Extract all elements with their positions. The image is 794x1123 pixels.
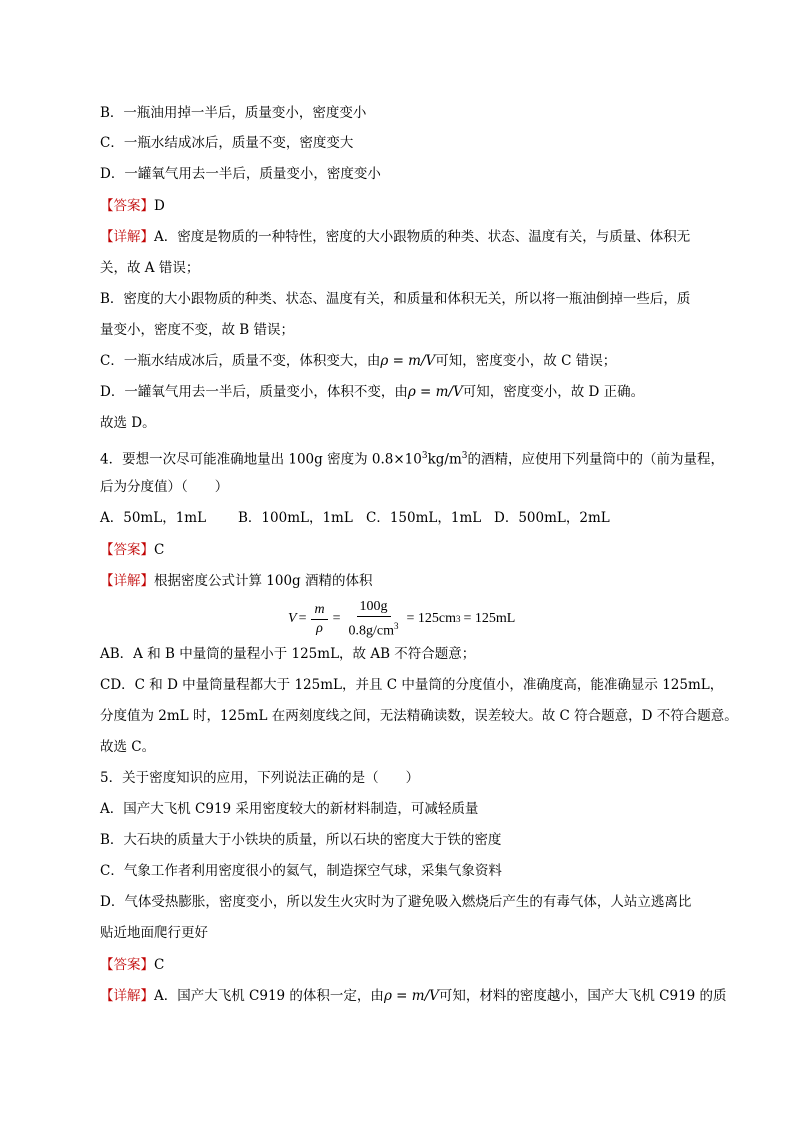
line-text: 故选 C。: [100, 739, 156, 755]
density-formula: ρ = m/V: [383, 988, 439, 1004]
line-text: C．一瓶水结成冰后，质量不变，密度变大: [100, 135, 354, 151]
question-4: [100, 446, 724, 470]
formula-equals: =: [332, 611, 341, 626]
line-text: A．国产大飞机 C919 的体积一定，由: [154, 988, 384, 1004]
answer-value: C: [154, 542, 165, 558]
line-text: 4．要想一次尽可能准确地量出 100g 密度为 0.8×10: [100, 451, 422, 468]
denominator-text: 0.8g/cm: [348, 623, 394, 639]
line-text: kg/m: [427, 451, 462, 468]
explanation-line: [100, 289, 690, 309]
line-text: A．国产大飞机 C919 采用密度较大的新材料制造，可减轻质量: [100, 801, 479, 817]
superscript: 3: [394, 620, 399, 631]
line-text: 量变小，密度不变，故 B 错误；: [100, 322, 295, 338]
line-text: 5．关于密度知识的应用，下列说法正确的是（ ）: [100, 770, 420, 786]
option-b: [100, 103, 366, 123]
line-text: 分度值为 2mL 时，125mL 在两刻度线之间，无法精确读数，误差较大。故 C 符合题意，D 不符合题意。: [100, 708, 738, 724]
line-text: C．一瓶水结成冰后，质量不变，体积变大，由: [100, 353, 381, 369]
option-b: [238, 508, 353, 528]
fraction-denominator: [346, 617, 402, 641]
formula-result: = 125mL: [463, 611, 516, 626]
conclusion-line: [100, 413, 156, 433]
explanation-line: [100, 258, 199, 278]
option-d-cont: [100, 923, 208, 943]
explanation-line: [100, 675, 723, 695]
explanation-line: [100, 382, 644, 402]
option-c: [100, 861, 502, 881]
line-text: 可知，密度变小，故 D 正确。: [462, 384, 645, 400]
explanation-tag: 【详解】: [100, 988, 154, 1004]
option-c: [366, 508, 481, 528]
line-text: B．密度的大小跟物质的种类、状态、温度有关，和质量和体积无关，所以将一瓶油倒掉一些后，质: [100, 291, 691, 307]
answer-value: C: [154, 957, 165, 973]
fraction-numerator: 100g: [357, 598, 391, 617]
line-text: 的酒精，应使用下列量筒中的（前为量程，: [467, 451, 724, 468]
line-text: B．一瓶油用掉一半后，质量变小，密度变小: [100, 105, 367, 121]
fraction-m-over-rho: [311, 601, 327, 638]
explanation-tag: 【详解】: [100, 573, 154, 589]
option-c: [100, 133, 353, 153]
line-text: CD．C 和 D 中量筒量程都大于 125mL，并且 C 中量筒的分度值小，准确度高，能准确显示 125mL，: [100, 677, 724, 693]
formula-result: = 125cm: [406, 611, 456, 626]
line-text: 后为分度值）（ ）: [100, 479, 229, 495]
explanation-line: [100, 351, 616, 371]
option-b: [100, 830, 501, 850]
line-text: D．500mL，2mL: [494, 510, 610, 526]
answer-tag: 【答案】: [100, 957, 154, 973]
line-text: 关，故 A 错误；: [100, 260, 200, 276]
superscript: 3: [421, 451, 428, 461]
line-text: C．150mL，1mL: [366, 510, 482, 526]
option-d: [100, 892, 691, 912]
density-formula: ρ = m/V: [407, 384, 463, 400]
fraction-values: [346, 598, 402, 641]
option-d: [494, 508, 610, 528]
option-a: [100, 799, 478, 819]
line-text: 根据密度公式计算 100g 酒精的体积: [154, 573, 373, 589]
line-text: A．50mL，1mL: [100, 510, 207, 526]
explanation-line: [100, 706, 738, 726]
density-formula: ρ = m/V: [380, 353, 436, 369]
line-text: A．密度是物质的一种特性，密度的大小跟物质的种类、状态、温度有关，与质量、体积无: [154, 229, 691, 245]
question-4-cont: [100, 477, 228, 497]
line-text: D．一罐氧气用去一半后，质量变小，体积不变，由: [100, 384, 408, 400]
answer-tag: 【答案】: [100, 542, 154, 558]
superscript: 3: [456, 614, 461, 624]
formula-variable: V: [288, 611, 297, 626]
explanation-line: [100, 320, 294, 340]
line-text: 贴近地面爬行更好: [100, 925, 208, 941]
answer-line: [100, 196, 165, 216]
line-text: D．一罐氧气用去一半后，质量变小，密度变小: [100, 166, 381, 182]
explanation-line: [100, 644, 475, 664]
answer-value: D: [154, 198, 165, 214]
conclusion-line: [100, 737, 155, 757]
question-5: [100, 768, 419, 788]
explanation-tag: 【详解】: [100, 229, 154, 245]
line-text: 可知，材料的密度越小，国产大飞机 C919 的质: [438, 988, 727, 1004]
line-text: C．气象工作者利用密度很小的氦气，制造探空气球，采集气象资料: [100, 863, 502, 879]
superscript: 3: [461, 451, 468, 461]
answer-tag: 【答案】: [100, 198, 154, 214]
option-a: [100, 508, 206, 528]
explanation-line: [100, 571, 373, 591]
line-text: 可知，密度变小，故 C 错误；: [435, 353, 617, 369]
fraction-numerator: m: [311, 601, 327, 620]
fraction-denominator: ρ: [316, 620, 323, 636]
explanation-line: [100, 227, 690, 247]
line-text: 故选 D。: [100, 415, 156, 431]
option-d: [100, 164, 381, 184]
line-text: B．100mL，1mL: [238, 510, 353, 526]
explanation-line: [100, 986, 727, 1006]
line-text: B．大石块的质量大于小铁块的质量，所以石块的密度大于铁的密度: [100, 832, 502, 848]
answer-line: [100, 955, 164, 975]
formula-equals: =: [298, 611, 307, 626]
answer-line: [100, 540, 164, 560]
line-text: AB．A 和 B 中量筒的量程小于 125mL，故 AB 不符合题意；: [100, 646, 476, 662]
line-text: D．气体受热膨胀，密度变小，所以发生火灾时为了避免吸入燃烧后产生的有毒气体，人站立逃离比: [100, 894, 692, 910]
volume-formula: [288, 597, 515, 641]
